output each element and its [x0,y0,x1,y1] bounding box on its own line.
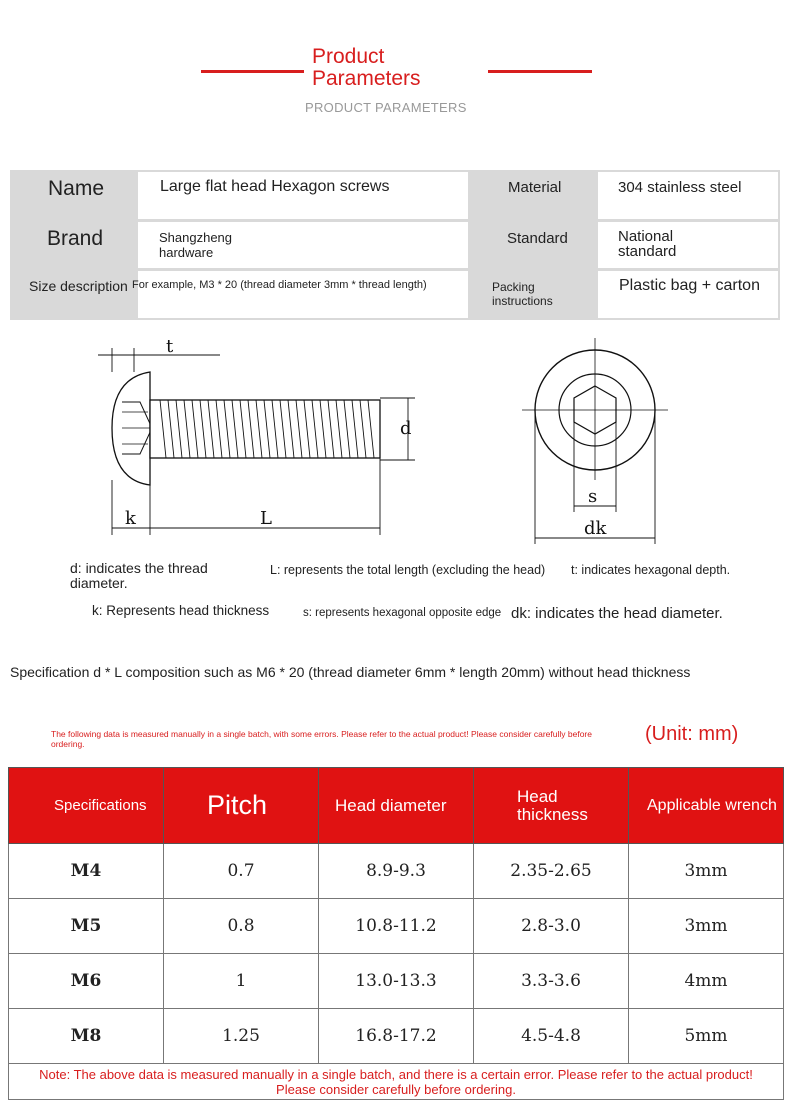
page-subtitle: PRODUCT PARAMETERS [305,100,467,115]
spec-header-row [9,768,784,844]
table-cell: 4.5-4.8 [474,1009,629,1064]
standard-value: National standard [618,228,677,260]
dim-label-k: k [125,508,136,529]
parameter-table [10,170,780,320]
standard-label: Standard [507,230,568,247]
measure-note: The following data is measured manually in a single batch, with some errors. Please refer to the actual product! Please consider carefully before ordering. [51,729,592,749]
table-row [9,899,784,954]
note-k: k: Represents head thickness [92,603,270,618]
header-rule-right [488,70,592,73]
table-cell: 2.35-2.65 [474,844,629,899]
table-cell: 0.8 [164,899,319,954]
brand-label: Brand [47,227,104,250]
table-row [9,844,784,899]
material-value: 304 stainless steel [618,179,742,196]
note-t: t: indicates hexagonal depth. [571,563,731,577]
table-cell: 4mm [629,954,784,1009]
table-row [9,1009,784,1064]
col-header-applicable-wrench: Applicable wrench [629,768,784,844]
table-cell: 3mm [629,899,784,954]
spec-composition-line: Specification d * L composition such as M6 * 20 (thread diameter 6mm * length 20mm) without head thickness [10,664,691,680]
name-value: Large flat head Hexagon screws [160,178,390,195]
table-cell: 5mm [629,1009,784,1064]
table-cell: M4 [9,844,164,899]
dim-label-dk: dk [584,518,607,539]
note-s: s: represents hexagonal opposite edge [303,607,502,619]
table-cell: 1 [164,954,319,1009]
packing-label: Packing instructions [492,280,553,308]
unit-label: (Unit: mm) [645,723,739,745]
brand-value: Shangzheng hardware [159,230,233,260]
dim-label-s: s [588,486,598,507]
table-footer-row [9,1064,784,1100]
table-cell: 10.8-11.2 [319,899,474,954]
col-header-head-diameter: Head diameter [319,768,474,844]
col-header-head-thickness: Head thickness [474,768,629,844]
table-footer-note: Note: The above data is measured manually in a single batch, and there is a certain error. Please refer to the actual product! Please consider carefully before ordering. [9,1064,784,1100]
note-d: d: indicates the thread diameter. [70,560,208,591]
material-label: Material [508,179,562,196]
size-value: For example, M3 * 20 (thread diameter 3mm * thread length) [132,279,427,291]
table-cell: M5 [9,899,164,954]
table-cell: 8.9-9.3 [319,844,474,899]
note-dk: dk: indicates the head diameter. [511,605,723,622]
table-cell: 3.3-3.6 [474,954,629,1009]
table-cell: 3mm [629,844,784,899]
col-header-specifications: Specifications [9,768,164,844]
table-row [9,954,784,1009]
header-rule-left [201,70,304,73]
table-cell: 16.8-17.2 [319,1009,474,1064]
packing-value: Plastic bag + carton [619,277,760,294]
spec-table [8,767,784,1100]
table-cell: M6 [9,954,164,1009]
note-L: L: represents the total length (excluding the head) [270,563,546,577]
size-label: Size description [29,278,128,294]
table-cell: 0.7 [164,844,319,899]
dim-label-d: d [400,418,412,439]
dim-label-t: t [166,336,174,357]
dim-label-L: L [260,508,272,529]
name-label: Name [48,177,105,200]
screw-diagram [90,330,670,550]
table-cell: 1.25 [164,1009,319,1064]
table-cell: 13.0-13.3 [319,954,474,1009]
page-title: Product Parameters [312,45,421,90]
table-cell: 2.8-3.0 [474,899,629,954]
table-cell: M8 [9,1009,164,1064]
screw-head [112,372,150,485]
col-header-pitch: Pitch [164,768,319,844]
